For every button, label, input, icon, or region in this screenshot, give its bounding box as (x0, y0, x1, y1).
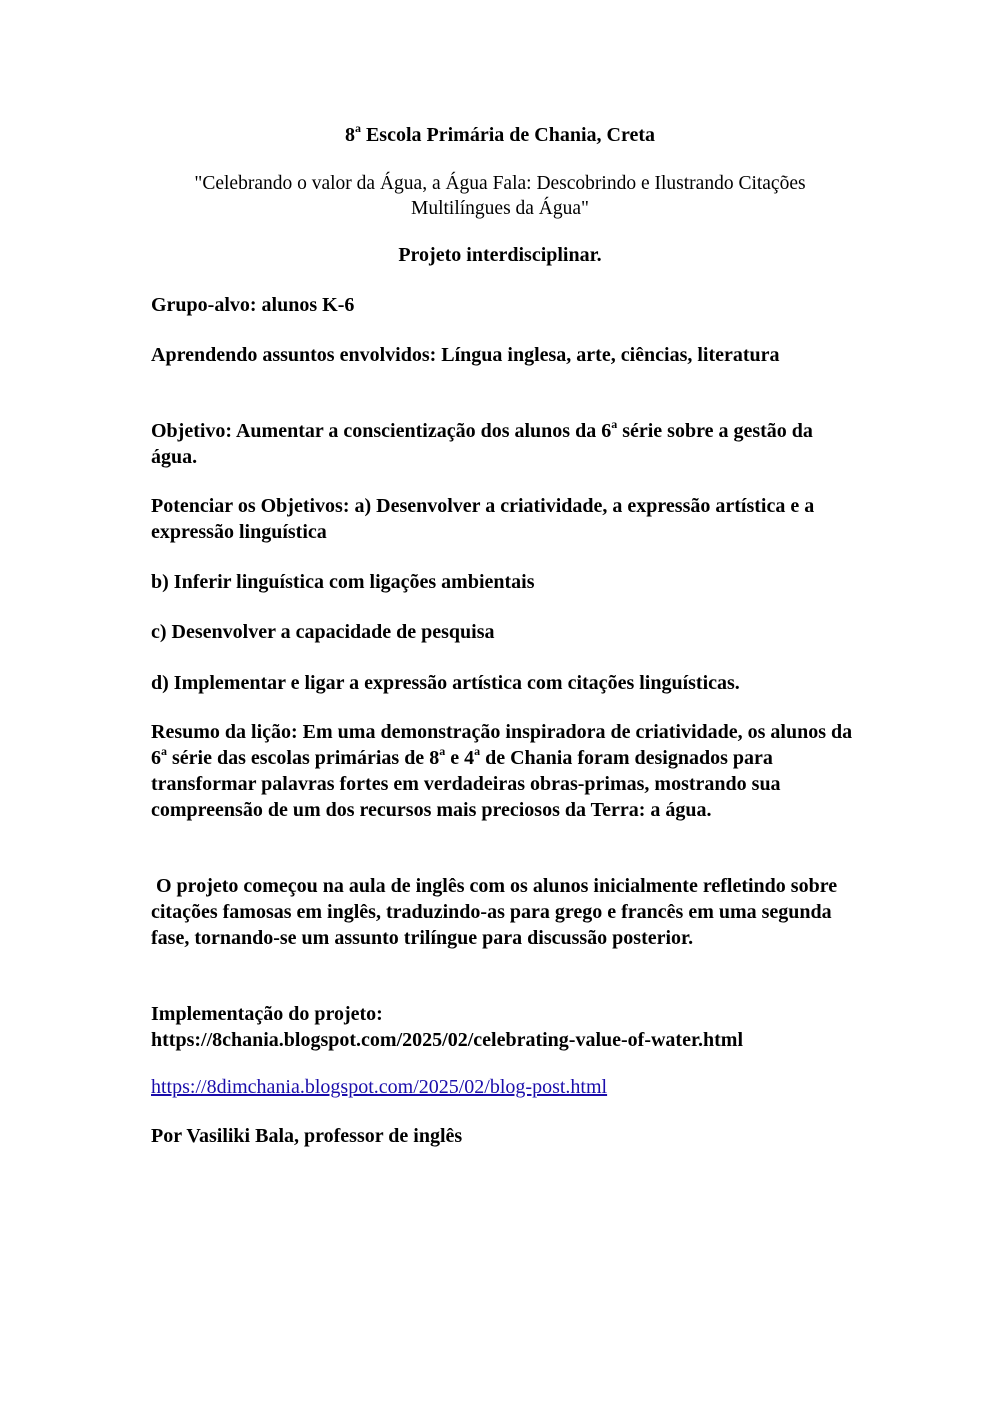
summary-text-2: série das escolas primárias de 8 (167, 747, 440, 769)
subtitle-line-1: "Celebrando o valor da Água, a Água Fala: Descobrindo e Ilustrando Citações (194, 173, 806, 194)
objective-item-d: d) Implementar e ligar a expressão artística com citações linguísticas. (151, 672, 740, 694)
summary-ordinal-3: a (474, 744, 481, 759)
project-heading: Projeto interdisciplinar. (398, 244, 602, 266)
implementation-label: Implementação do projeto: (151, 1003, 383, 1025)
objective-text-2: série sobre a gestão da água. (151, 420, 813, 468)
title-text: Escola Primária de Chania, Creta (360, 124, 656, 146)
summary-ordinal-2: a (439, 744, 446, 759)
target-group: Grupo-alvo: alunos K-6 (151, 294, 355, 316)
summary-ordinal-1: a (161, 744, 167, 759)
subjects: Aprendendo assuntos envolvidos: Língua inglesa, arte, ciências, literatura (151, 344, 780, 366)
objective-item-c: c) Desenvolver a capacidade de pesquisa (151, 621, 495, 643)
summary-text-3: e 4 (445, 747, 475, 769)
objective-text-1: Objetivo: Aumentar a conscientização dos alunos da 6 (151, 420, 612, 442)
objective (151, 418, 856, 470)
project-description: O projeto começou na aula de inglês com os alunos inicialmente refletindo sobre citações famosas em inglês, traduzindo-as para grego e francês em uma segunda fase, tornando-se um assunto trilíngue para discussão posterior. (151, 875, 843, 949)
summary-text-4: de Chania foram designados para transformar palavras fortes em verdadeiras obras-primas, mostrando sua compreensão de um dos recursos mais preciosos da Terra: a água. (151, 747, 781, 821)
page-title (0, 121, 1000, 149)
subtitle-line-2: Multilíngues da Água" (410, 198, 590, 219)
objective-item-b: b) Inferir linguística com ligações ambientais (151, 571, 535, 593)
title-number: 8 (344, 124, 355, 146)
implementation-url: https://8chania.blogspot.com/2025/02/celebrating-value-of-water.html (151, 1029, 744, 1051)
blog-post-link[interactable]: https://8dimchania.blogspot.com/2025/02/blog-post.html (151, 1076, 608, 1098)
summary-text-1: Resumo da lição: Em uma demonstração inspiradora de criatividade, os alunos da 6 (151, 721, 853, 769)
implementation (151, 1001, 856, 1053)
enhance-objectives: Potenciar os Objetivos: a) Desenvolver a criatividade, a expressão artística e a expressão linguística (151, 495, 815, 543)
title-ordinal: a (354, 121, 361, 136)
author: Por Vasiliki Bala, professor de inglês (151, 1125, 463, 1147)
subtitle (150, 171, 850, 221)
objective-ordinal: a (611, 417, 618, 432)
lesson-summary (151, 719, 856, 823)
